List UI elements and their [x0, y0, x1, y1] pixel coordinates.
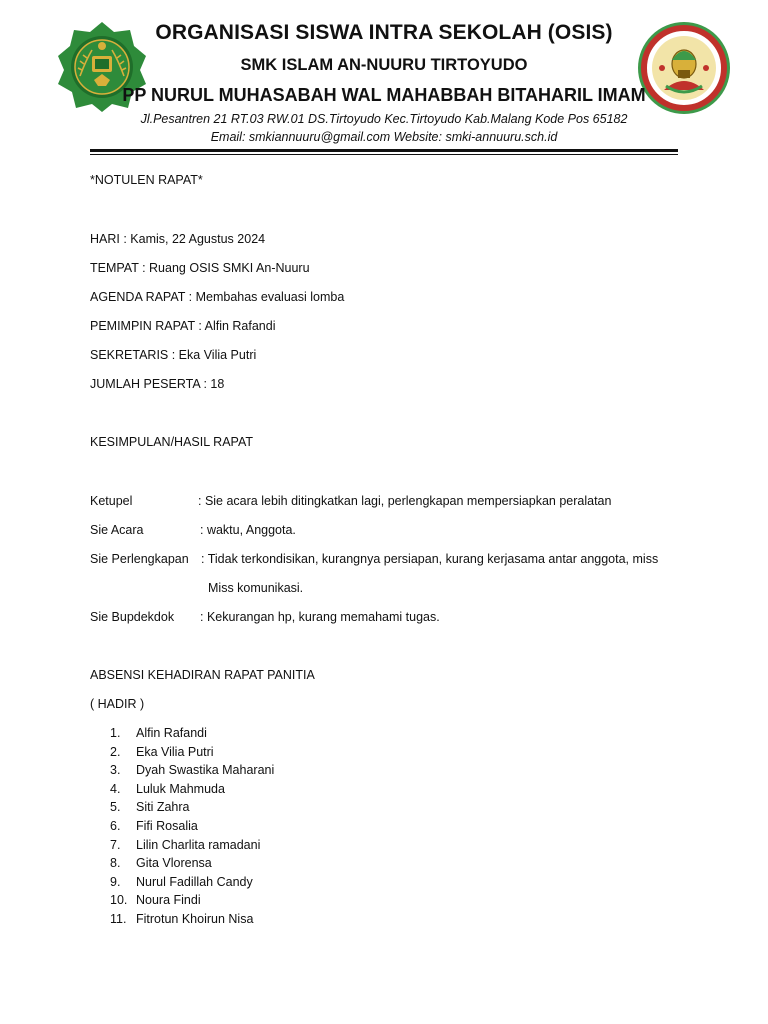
list-item-number: 11. [110, 911, 127, 926]
conclusion-value: : Tidak terkondisikan, kurangnya persiapan, kurang kerjasama antar anggota, miss [201, 552, 659, 566]
list-item [110, 780, 274, 799]
conclusion-value: : Kekurangan hp, kurang memahami tugas. [200, 610, 440, 624]
attendee-name: Lilin Charlita ramadani [136, 837, 261, 852]
list-item-number: 6. [110, 818, 121, 833]
detail-day: HARI : Kamis, 22 Agustus 2024 [90, 232, 266, 246]
list-item-number: 9. [110, 874, 121, 889]
list-item-number: 8. [110, 856, 121, 871]
list-item-number: 1. [110, 726, 121, 740]
detail-secretary: SEKRETARIS : Eka Vilia Putri [90, 348, 257, 362]
list-item [110, 910, 274, 929]
list-item-number: 2. [110, 744, 121, 759]
list-item-number: 7. [110, 837, 121, 852]
list-item [110, 873, 274, 892]
attendee-name: Noura Findi [136, 893, 201, 908]
conclusion-label: Sie Bupdekdok [90, 610, 175, 624]
conclusion-value: : waktu, Anggota. [200, 523, 296, 537]
list-item [110, 743, 274, 762]
school-address: Jl.Pesantren 21 RT.03 RW.01 DS.Tirtoyudo Kec.Tirtoyudo Kab.Malang Kode Pos 65182 [140, 112, 628, 126]
attendee-name: Fitrotun Khoirun Nisa [136, 911, 254, 926]
list-item [110, 817, 274, 836]
attendee-name: Alfin Rafandi [136, 726, 207, 740]
conclusion-heading: KESIMPULAN/HASIL RAPAT [90, 435, 254, 449]
list-item [110, 854, 274, 873]
school-contact: Email: smkiannuuru@gmail.com Website: smki-annuuru.sch.id [210, 130, 558, 144]
list-item [110, 891, 274, 910]
attendee-name: Eka Vilia Putri [136, 744, 214, 759]
organization-title: ORGANISASI SISWA INTRA SEKOLAH (OSIS) [155, 21, 613, 44]
conclusion-value: : Sie acara lebih ditingkatkan lagi, perlengkapan mempersiapkan peralatan [198, 494, 612, 508]
attendance-heading: ABSENSI KEHADIRAN RAPAT PANITIA [90, 668, 315, 682]
attendee-name: Gita Vlorensa [136, 856, 212, 871]
list-item [110, 836, 274, 855]
list-item [110, 761, 274, 780]
detail-leader: PEMIMPIN RAPAT : Alfin Rafandi [90, 319, 276, 333]
list-item-number: 5. [110, 800, 121, 815]
list-item-number: 3. [110, 763, 121, 778]
document-title: *NOTULEN RAPAT* [90, 173, 203, 187]
header-divider-thin [90, 154, 678, 155]
list-item-number: 4. [110, 781, 121, 796]
school-name: SMK ISLAM AN-NUURU TIRTOYUDO [240, 56, 528, 74]
attendee-name: Siti Zahra [136, 800, 190, 815]
conclusion-label: Ketupel [90, 494, 133, 508]
attendance-subheading: ( HADIR ) [90, 697, 145, 711]
attendee-name: Dyah Swastika Maharani [136, 763, 275, 778]
list-item [110, 798, 274, 817]
conclusion-row [90, 522, 296, 538]
detail-place: TEMPAT : Ruang OSIS SMKI An-Nuuru [90, 261, 310, 275]
header-divider-thick [90, 149, 678, 152]
conclusion-label: Sie Acara [90, 523, 144, 537]
list-item [110, 724, 274, 743]
pesantren-name: PP NURUL MUHASABAH WAL MAHABBAH BITAHARIL IMAM [122, 85, 646, 105]
conclusion-label: Sie Perlengkapan [90, 552, 189, 566]
attendee-name: Luluk Mahmuda [136, 781, 225, 796]
list-item-number: 10. [110, 893, 128, 908]
conclusion-row [90, 493, 612, 509]
detail-participants: JUMLAH PESERTA : 18 [90, 377, 225, 391]
attendee-list [110, 724, 274, 929]
conclusion-row [90, 551, 659, 567]
conclusion-value: Miss komunikasi. [208, 581, 304, 595]
detail-agenda: AGENDA RAPAT : Membahas evaluasi lomba [90, 290, 345, 304]
attendee-name: Nurul Fadillah Candy [136, 874, 253, 889]
conclusion-row [90, 609, 440, 625]
attendee-name: Fifi Rosalia [136, 818, 198, 833]
